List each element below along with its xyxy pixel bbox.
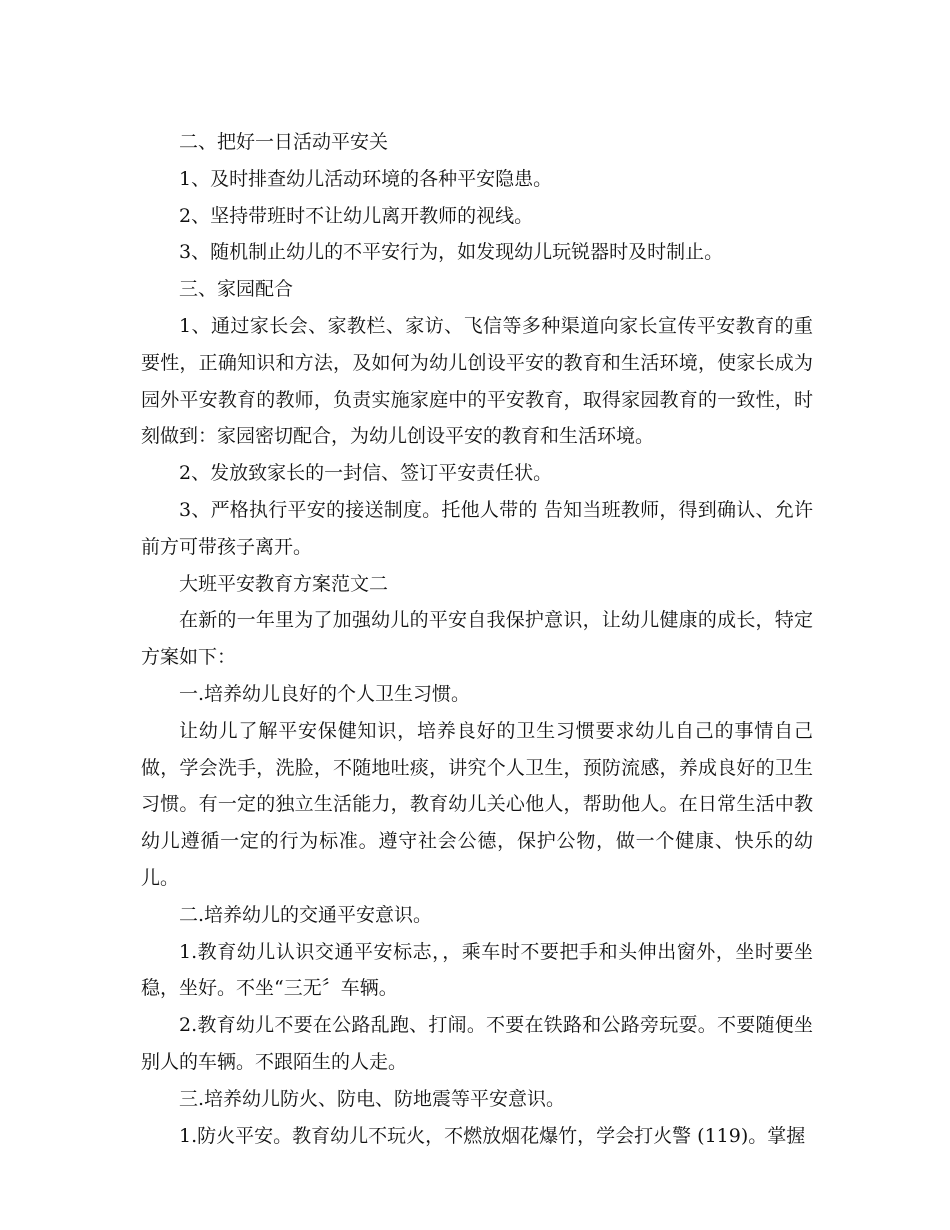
document-title-two: 大班平安教育方案范文二 — [179, 572, 389, 595]
document-body — [141, 124, 813, 1154]
section-heading-fire-electric-earthquake: 三.培养幼儿防火、防电、防地震等平安意识。 — [179, 1087, 566, 1110]
section-heading-home-school: 三、家园配合 — [179, 278, 294, 301]
section-heading-daily-safety: 二、把好一日活动平安关 — [179, 131, 389, 153]
paragraph: 1.教育幼儿认识交通平安标志，，乘车时不要把手和头伸出窗外，坐时要坐稳，坐好。不坐“三无〞车辆。 — [141, 940, 813, 1000]
paragraph: 3、严格执行平安的接送制度。托他人带的 告知当班教师，得到确认、允许前方可带孩子离开。 — [141, 498, 813, 558]
paragraph: 2.教育幼儿不要在公路乱跑、打闹。不要在铁路和公路旁玩耍。不要随便坐别人的车辆。不跟陌生的人走。 — [141, 1014, 813, 1073]
paragraph: 在新的一年里为了加强幼儿的平安自我保护意识，让幼儿健康的成长，特定方案如下： — [141, 609, 813, 669]
paragraph: 2、发放致家长的一封信、签订平安责任状。 — [179, 462, 553, 485]
paragraph: 让幼儿了解平安保健知识，培养良好的卫生习惯要求幼儿自己的事情自己做，学会洗手，洗脸，不随地吐痰，讲究个人卫生，预防流感，养成良好的卫生习惯。有一定的独立生活能力，教育幼儿关心他人，帮助他人。在日常生活中教幼儿遵循一定的行为标准。遵守社会公德，保护公物，做一个健康、快乐的幼儿。 — [141, 719, 813, 889]
paragraph: 2、坚持带班时不让幼儿离开教师的视线。 — [179, 204, 534, 227]
paragraph: 1.防火平安。教育幼儿不玩火，不燃放烟花爆竹，学会打火警 (119)。掌握 — [179, 1124, 806, 1147]
section-heading-hygiene: 一.培养幼儿良好的个人卫生习惯。 — [179, 682, 471, 705]
paragraph: 1、及时排查幼儿活动环境的各种平安隐患。 — [179, 167, 553, 190]
paragraph: 1、通过家长会、家教栏、家访、飞信等多种渠道向家长宣传平安教育的重要性，正确知识和方法，及如何为幼儿创设平安的教育和生活环境，使家长成为园外平安教育的教师，负责实施家庭中的平安教育，取得家园教育的一致性，时刻做到：家园密切配合，为幼儿创设平安的教育和生活环境。 — [141, 314, 813, 448]
paragraph: 3、随机制止幼儿的不平安行为，如发现幼儿玩锐器时及时制止。 — [179, 241, 724, 264]
section-heading-traffic: 二.培养幼儿的交通平安意识。 — [179, 903, 433, 926]
